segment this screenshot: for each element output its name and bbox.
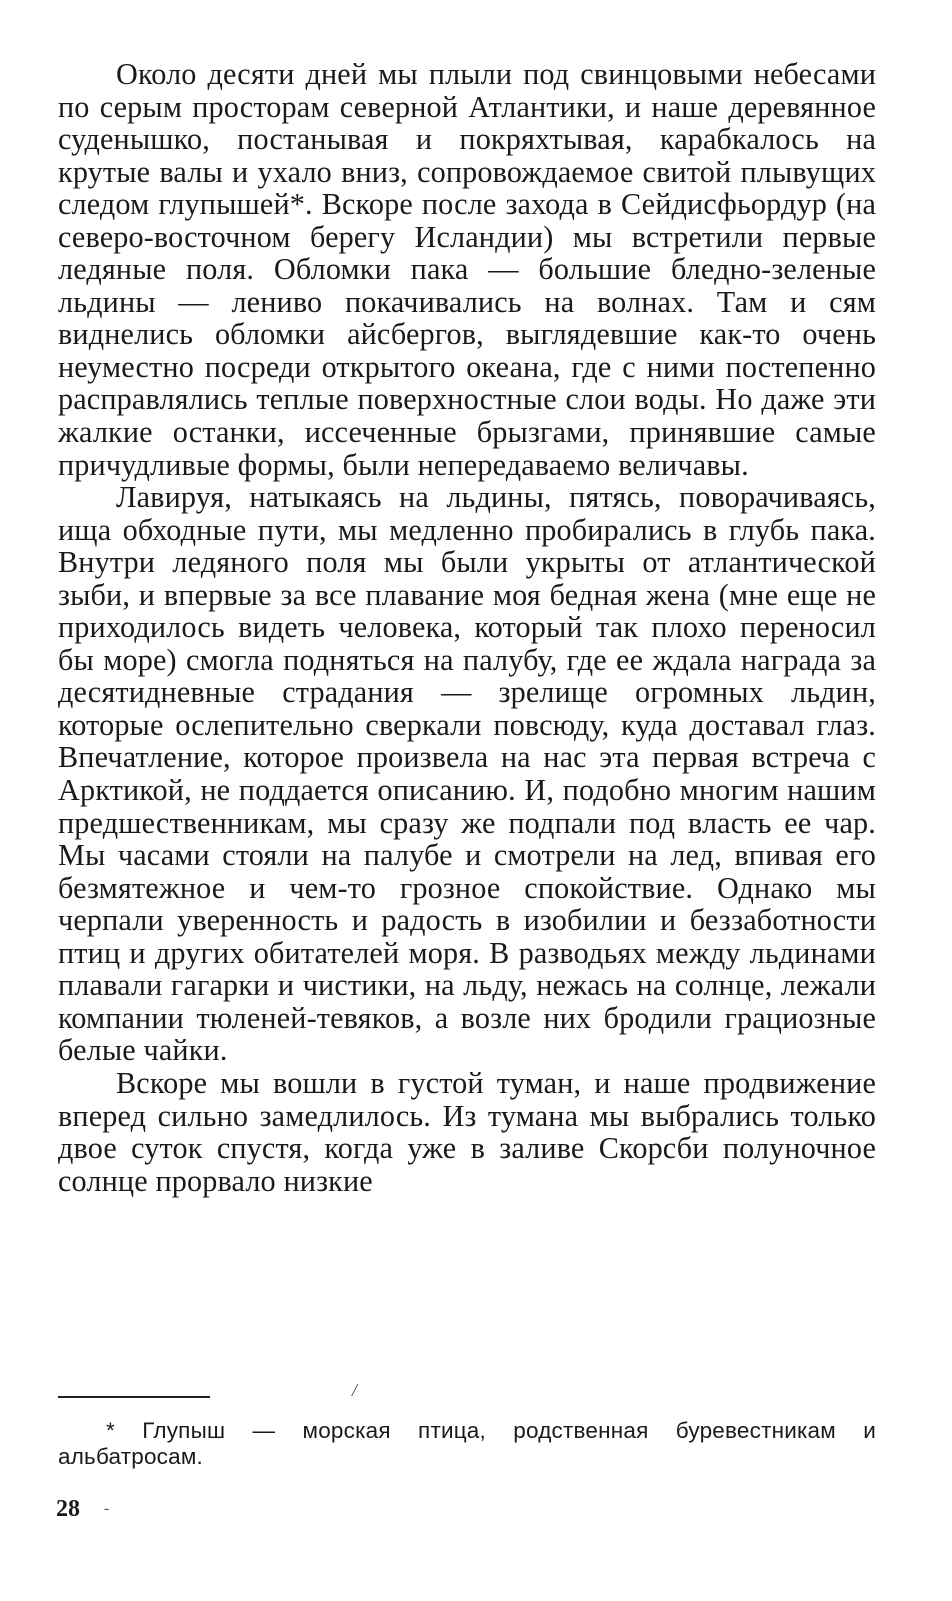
page-body (58, 58, 876, 1197)
paragraph-1: Около десяти дней мы плыли под свинцовыми небесами по серым просторам северной Атлантики, и наше деревянное суденышко, постанывая и покряхтывая, карабкалось на крутые валы и ухало вниз, сопровождаемое свитой плывущих следом глупышей*. Вскоре после захода в Сейдисфьордур (на северо-восточном берегу Исландии) мы встретили первые ледяные поля. Обломки пака — большие бледно-зеленые льдины — лениво покачивались на волнах. Там и сям виднелись обломки айсбергов, выглядевшие как-то очень неуместно посреди открытого океана, где с ними постепенно расправлялись теплые поверхностные слои воды. Но даже эти жалкие останки, иссеченные брызгами, принявшие самые причудливые формы, были непередаваемо величавы. (58, 57, 876, 482)
print-artifact-dot: - (104, 1500, 110, 1517)
paragraph-3: Вскоре мы вошли в густой туман, и наше продвижение вперед сильно замедлилось. Из тумана мы выбрались только двое суток спустя, когда уже в заливе Скорсби полуночное солнце прорвало низкие (58, 1065, 876, 1198)
print-artifact-mark: / (352, 1380, 358, 1400)
footnote: * Глупыш — морская птица, родственная буревестникам и альбатросам. (58, 1418, 876, 1469)
page-number: 28 (56, 1496, 80, 1522)
paragraph-2: Лавируя, натыкаясь на льдины, пятясь, поворачиваясь, ища обходные пути, мы медленно пробирались в глубь пака. Внутри ледяного поля мы были укрыты от атлантической зыби, и впервые за все плавание моя бедная жена (мне еще не приходилось видеть человека, который так плохо переносил бы море) смогла подняться на палубу, где ее ждала награда за десятидневные страдания — зрелище огромных льдин, которые ослепительно сверкали повсюду, куда доставал глаз. Впечатление, которое произвела на нас эта первая встреча с Арктикой, не поддается описанию. И, подобно многим нашим предшественникам, мы сразу же подпали под власть ее чар. Мы часами стояли на палубе и смотрели на лед, впивая его безмятежное и чем-то грозное спокойствие. Однако мы черпали уверенность и радость в изобилии и беззаботности птиц и других обитателей моря. В разводьях между льдинами плавали гагарки и чистики, на льду, нежась на солнце, лежали компании тюленей-тевяков, а возле них бродили грациозные белые чайки. (58, 480, 876, 1068)
footnote-divider (58, 1396, 210, 1398)
